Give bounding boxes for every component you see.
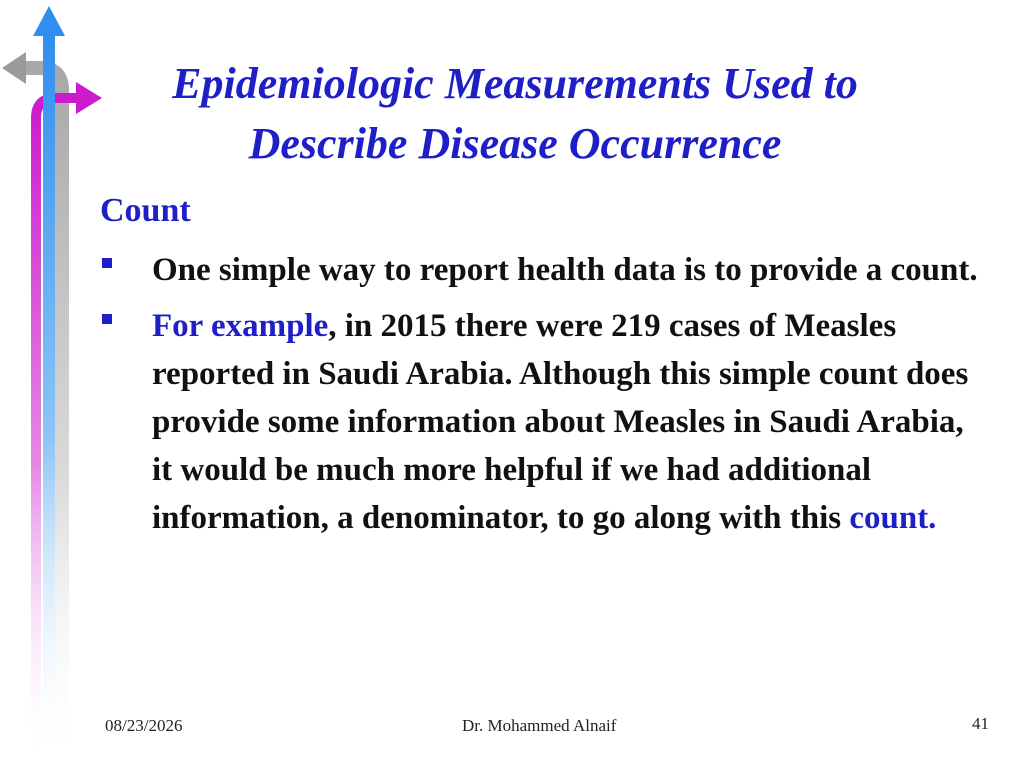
bullet-2-end-highlight: count. bbox=[849, 500, 937, 536]
bullet-item-1 bbox=[100, 246, 980, 294]
bullet-list bbox=[100, 246, 980, 550]
slide-title bbox=[110, 54, 920, 174]
bullet-1-text: One simple way to report health data is to provide a count. bbox=[152, 252, 978, 288]
bullet-2-highlight: For example bbox=[152, 308, 329, 344]
decorative-arrows bbox=[0, 0, 110, 768]
title-line-2: Describe Disease Occurrence bbox=[248, 119, 782, 168]
footer-author: Dr. Mohammed Alnaif bbox=[462, 716, 617, 735]
footer-page-number: 41 bbox=[972, 714, 989, 733]
title-line-1: Epidemiologic Measurements Used to bbox=[172, 59, 858, 108]
square-bullet-icon bbox=[102, 314, 112, 324]
bullet-2-text: , in 2015 there were 219 cases of Measles reported in Saudi Arabia. Although this simple count does provide some information about Measles in Saudi Arabia, it would be much more helpful if we had additional information, a denominator, to go along with this bbox=[152, 308, 969, 536]
square-bullet-icon bbox=[102, 258, 112, 268]
bullet-item-2 bbox=[100, 302, 980, 542]
footer-date: 08/23/2026 bbox=[105, 716, 183, 735]
section-heading: Count bbox=[100, 192, 191, 229]
